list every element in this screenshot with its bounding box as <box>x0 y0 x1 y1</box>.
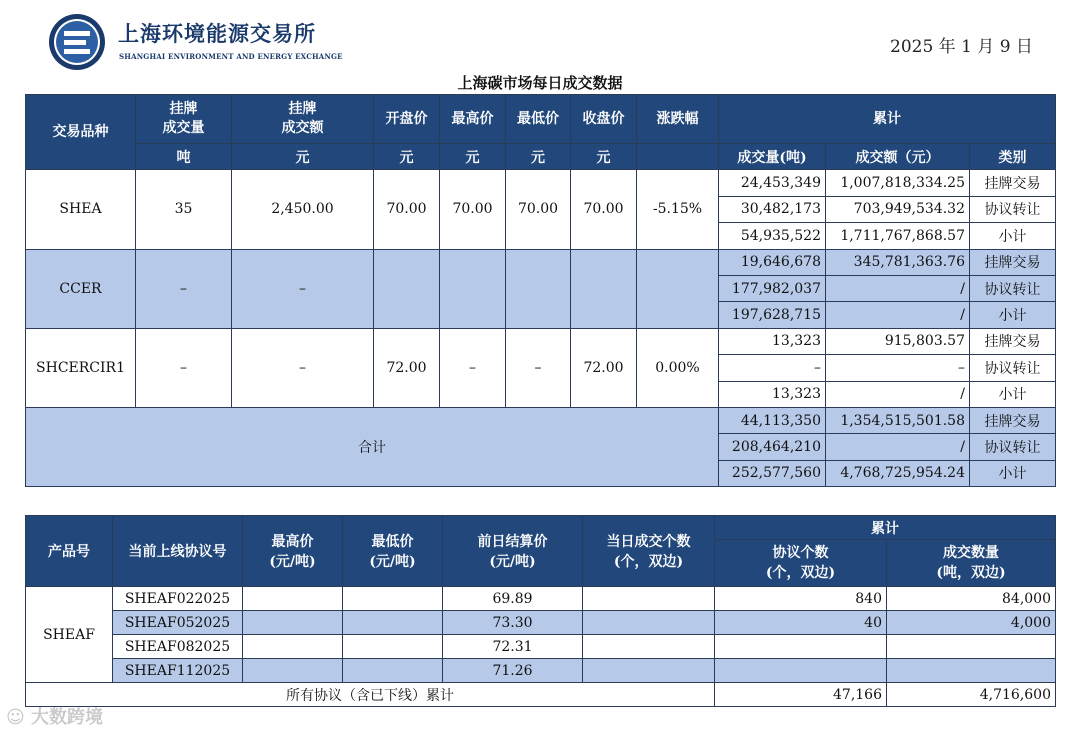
cum-volume: 44,113,350 <box>719 407 826 433</box>
contract-code: SHEAF112025 <box>113 659 243 683</box>
col-header-high: 最高价 <box>440 95 506 144</box>
futures-protocol-table <box>25 515 1056 707</box>
cum-amount: 4,768,725,954.24 <box>826 460 970 486</box>
org-name-cn: 上海环境能源交易所 <box>118 21 316 46</box>
unit-change <box>637 144 719 170</box>
cum-amount: 1,007,818,334.25 <box>826 170 970 196</box>
cum-type: 小计 <box>970 460 1056 486</box>
unit-amount: 元 <box>232 144 374 170</box>
high-price <box>243 611 343 635</box>
total-count: 47,166 <box>715 683 887 707</box>
high-price <box>243 659 343 683</box>
col-header-high-text: 最高价 (元/吨) <box>269 534 316 570</box>
product-code: SHEAF <box>26 587 113 683</box>
spot-trading-table <box>25 94 1056 487</box>
col-header-low <box>343 516 443 587</box>
total-label: 所有协议（含已下线）累计 <box>26 683 715 707</box>
cum-volume: 13,323 <box>719 381 826 407</box>
cum-type: 协议转让 <box>970 434 1056 460</box>
open-price: 72.00 <box>374 328 440 407</box>
settle-price: 71.26 <box>443 659 583 683</box>
cum-volume: – <box>719 355 826 381</box>
contract-code: SHEAF082025 <box>113 635 243 659</box>
day-count <box>583 587 715 611</box>
col-header-cum-qty-text: 成交数量 (吨，双边) <box>936 545 1006 581</box>
unit-close: 元 <box>571 144 637 170</box>
col-header-day-count <box>583 516 715 587</box>
table-row <box>26 249 1056 275</box>
col-header-cum-qty <box>887 540 1056 587</box>
cum-type: 挂牌交易 <box>970 249 1056 275</box>
listed-amount: 2,450.00 <box>232 170 374 249</box>
table-row <box>26 407 1056 433</box>
low-price <box>343 587 443 611</box>
table-row <box>26 659 1056 683</box>
cum-type: 小计 <box>970 302 1056 328</box>
cum-amount: – <box>826 355 970 381</box>
cum-qty: 4,000 <box>887 611 1056 635</box>
col-header-product: 交易品种 <box>26 95 136 170</box>
table-row <box>26 328 1056 354</box>
low-price <box>506 249 571 328</box>
contract-code: SHEAF022025 <box>113 587 243 611</box>
cum-type: 协议转让 <box>970 275 1056 301</box>
unit-cum-volume: 成交量(吨) <box>719 144 826 170</box>
cum-volume: 19,646,678 <box>719 249 826 275</box>
col-header-low: 最低价 <box>506 95 571 144</box>
listed-volume: – <box>136 328 232 407</box>
table-row <box>26 170 1056 196</box>
cum-volume: 197,628,715 <box>719 302 826 328</box>
day-count <box>583 635 715 659</box>
cum-amount: 1,711,767,868.57 <box>826 223 970 249</box>
cum-amount: 703,949,534.32 <box>826 196 970 222</box>
change-rate: -5.15% <box>637 170 719 249</box>
col-header-product-code: 产品号 <box>26 516 113 587</box>
cum-type: 挂牌交易 <box>970 407 1056 433</box>
table-row <box>26 587 1056 611</box>
col-header-settle <box>443 516 583 587</box>
col-header-high <box>243 516 343 587</box>
cum-amount: 345,781,363.76 <box>826 249 970 275</box>
col-header-settle-text: 前日结算价 (元/吨) <box>477 534 548 570</box>
col-header-cumulative: 累计 <box>719 95 1056 144</box>
low-price <box>343 659 443 683</box>
unit-cum-type: 类别 <box>970 144 1056 170</box>
unit-volume: 吨 <box>136 144 232 170</box>
col-header-listed-volume-text: 挂牌 成交量 <box>162 101 205 136</box>
col-header-low-text: 最低价 (元/吨) <box>369 534 416 570</box>
cum-count <box>715 635 887 659</box>
high-price <box>243 587 343 611</box>
col-header-day-count-text: 当日成交个数 (个，双边) <box>606 534 691 570</box>
cum-amount: / <box>826 302 970 328</box>
high-price: 70.00 <box>440 170 506 249</box>
cum-type: 挂牌交易 <box>970 328 1056 354</box>
col-header-contract: 当前上线协议号 <box>113 516 243 587</box>
change-rate: 0.00% <box>637 328 719 407</box>
watermark-text: 大数跨境 <box>31 707 104 728</box>
listed-volume: – <box>136 249 232 328</box>
cum-volume: 252,577,560 <box>719 460 826 486</box>
cum-type: 小计 <box>970 381 1056 407</box>
cum-volume: 208,464,210 <box>719 434 826 460</box>
contract-code: SHEAF052025 <box>113 611 243 635</box>
close-price: 72.00 <box>571 328 637 407</box>
cum-type: 小计 <box>970 223 1056 249</box>
cum-type: 协议转让 <box>970 196 1056 222</box>
listed-amount: – <box>232 328 374 407</box>
cum-amount: 1,354,515,501.58 <box>826 407 970 433</box>
settle-price: 69.89 <box>443 587 583 611</box>
close-price: 70.00 <box>571 170 637 249</box>
org-name-en: SHANGHAI ENVIRONMENT AND ENERGY EXCHANGE <box>119 52 343 61</box>
col-header-open: 开盘价 <box>374 95 440 144</box>
cum-amount: 915,803.57 <box>826 328 970 354</box>
open-price: 70.00 <box>374 170 440 249</box>
cum-volume: 30,482,173 <box>719 196 826 222</box>
total-label: 合计 <box>26 407 719 486</box>
cum-amount: / <box>826 434 970 460</box>
day-count <box>583 659 715 683</box>
listed-volume: 35 <box>136 170 232 249</box>
high-price <box>440 249 506 328</box>
cum-count <box>715 659 887 683</box>
watermark-logo-icon: ☺ <box>6 707 25 728</box>
low-price: – <box>506 328 571 407</box>
low-price <box>343 611 443 635</box>
cum-type: 协议转让 <box>970 355 1056 381</box>
listed-amount: – <box>232 249 374 328</box>
high-price: – <box>440 328 506 407</box>
cum-amount: / <box>826 381 970 407</box>
cum-volume: 177,982,037 <box>719 275 826 301</box>
col-header-cum-count <box>715 540 887 587</box>
cum-volume: 13,323 <box>719 328 826 354</box>
settle-price: 73.30 <box>443 611 583 635</box>
cum-count: 840 <box>715 587 887 611</box>
low-price <box>343 635 443 659</box>
unit-cum-amount: 成交额（元） <box>826 144 970 170</box>
col-header-close: 收盘价 <box>571 95 637 144</box>
product-name: SHCERCIR1 <box>26 328 136 407</box>
open-price <box>374 249 440 328</box>
day-count <box>583 611 715 635</box>
col-header-listed-amount-text: 挂牌 成交额 <box>281 101 324 136</box>
table-row <box>26 683 1056 707</box>
report-date: 2025 年 1 月 9 日 <box>890 37 1033 57</box>
cum-qty <box>887 635 1056 659</box>
total-qty: 4,716,600 <box>887 683 1056 707</box>
col-header-listed-amount <box>232 95 374 144</box>
change-rate <box>637 249 719 328</box>
unit-low: 元 <box>506 144 571 170</box>
cum-qty <box>887 659 1056 683</box>
cum-qty: 84,000 <box>887 587 1056 611</box>
unit-open: 元 <box>374 144 440 170</box>
exchange-logo-icon <box>48 13 106 71</box>
cum-amount: / <box>826 275 970 301</box>
col-header-cumulative: 累计 <box>715 516 1056 540</box>
high-price <box>243 635 343 659</box>
cum-type: 挂牌交易 <box>970 170 1056 196</box>
close-price <box>571 249 637 328</box>
page-header <box>0 0 1080 76</box>
low-price: 70.00 <box>506 170 571 249</box>
unit-high: 元 <box>440 144 506 170</box>
settle-price: 72.31 <box>443 635 583 659</box>
cum-count: 40 <box>715 611 887 635</box>
watermark <box>6 703 103 729</box>
col-header-listed-volume <box>136 95 232 144</box>
col-header-change: 涨跌幅 <box>637 95 719 144</box>
report-title: 上海碳市场每日成交数据 <box>457 74 623 92</box>
col-header-cum-count-text: 协议个数 (个，双边) <box>765 545 836 581</box>
product-name: SHEA <box>26 170 136 249</box>
table-row <box>26 635 1056 659</box>
cum-volume: 24,453,349 <box>719 170 826 196</box>
table-row <box>26 611 1056 635</box>
product-name: CCER <box>26 249 136 328</box>
cum-volume: 54,935,522 <box>719 223 826 249</box>
